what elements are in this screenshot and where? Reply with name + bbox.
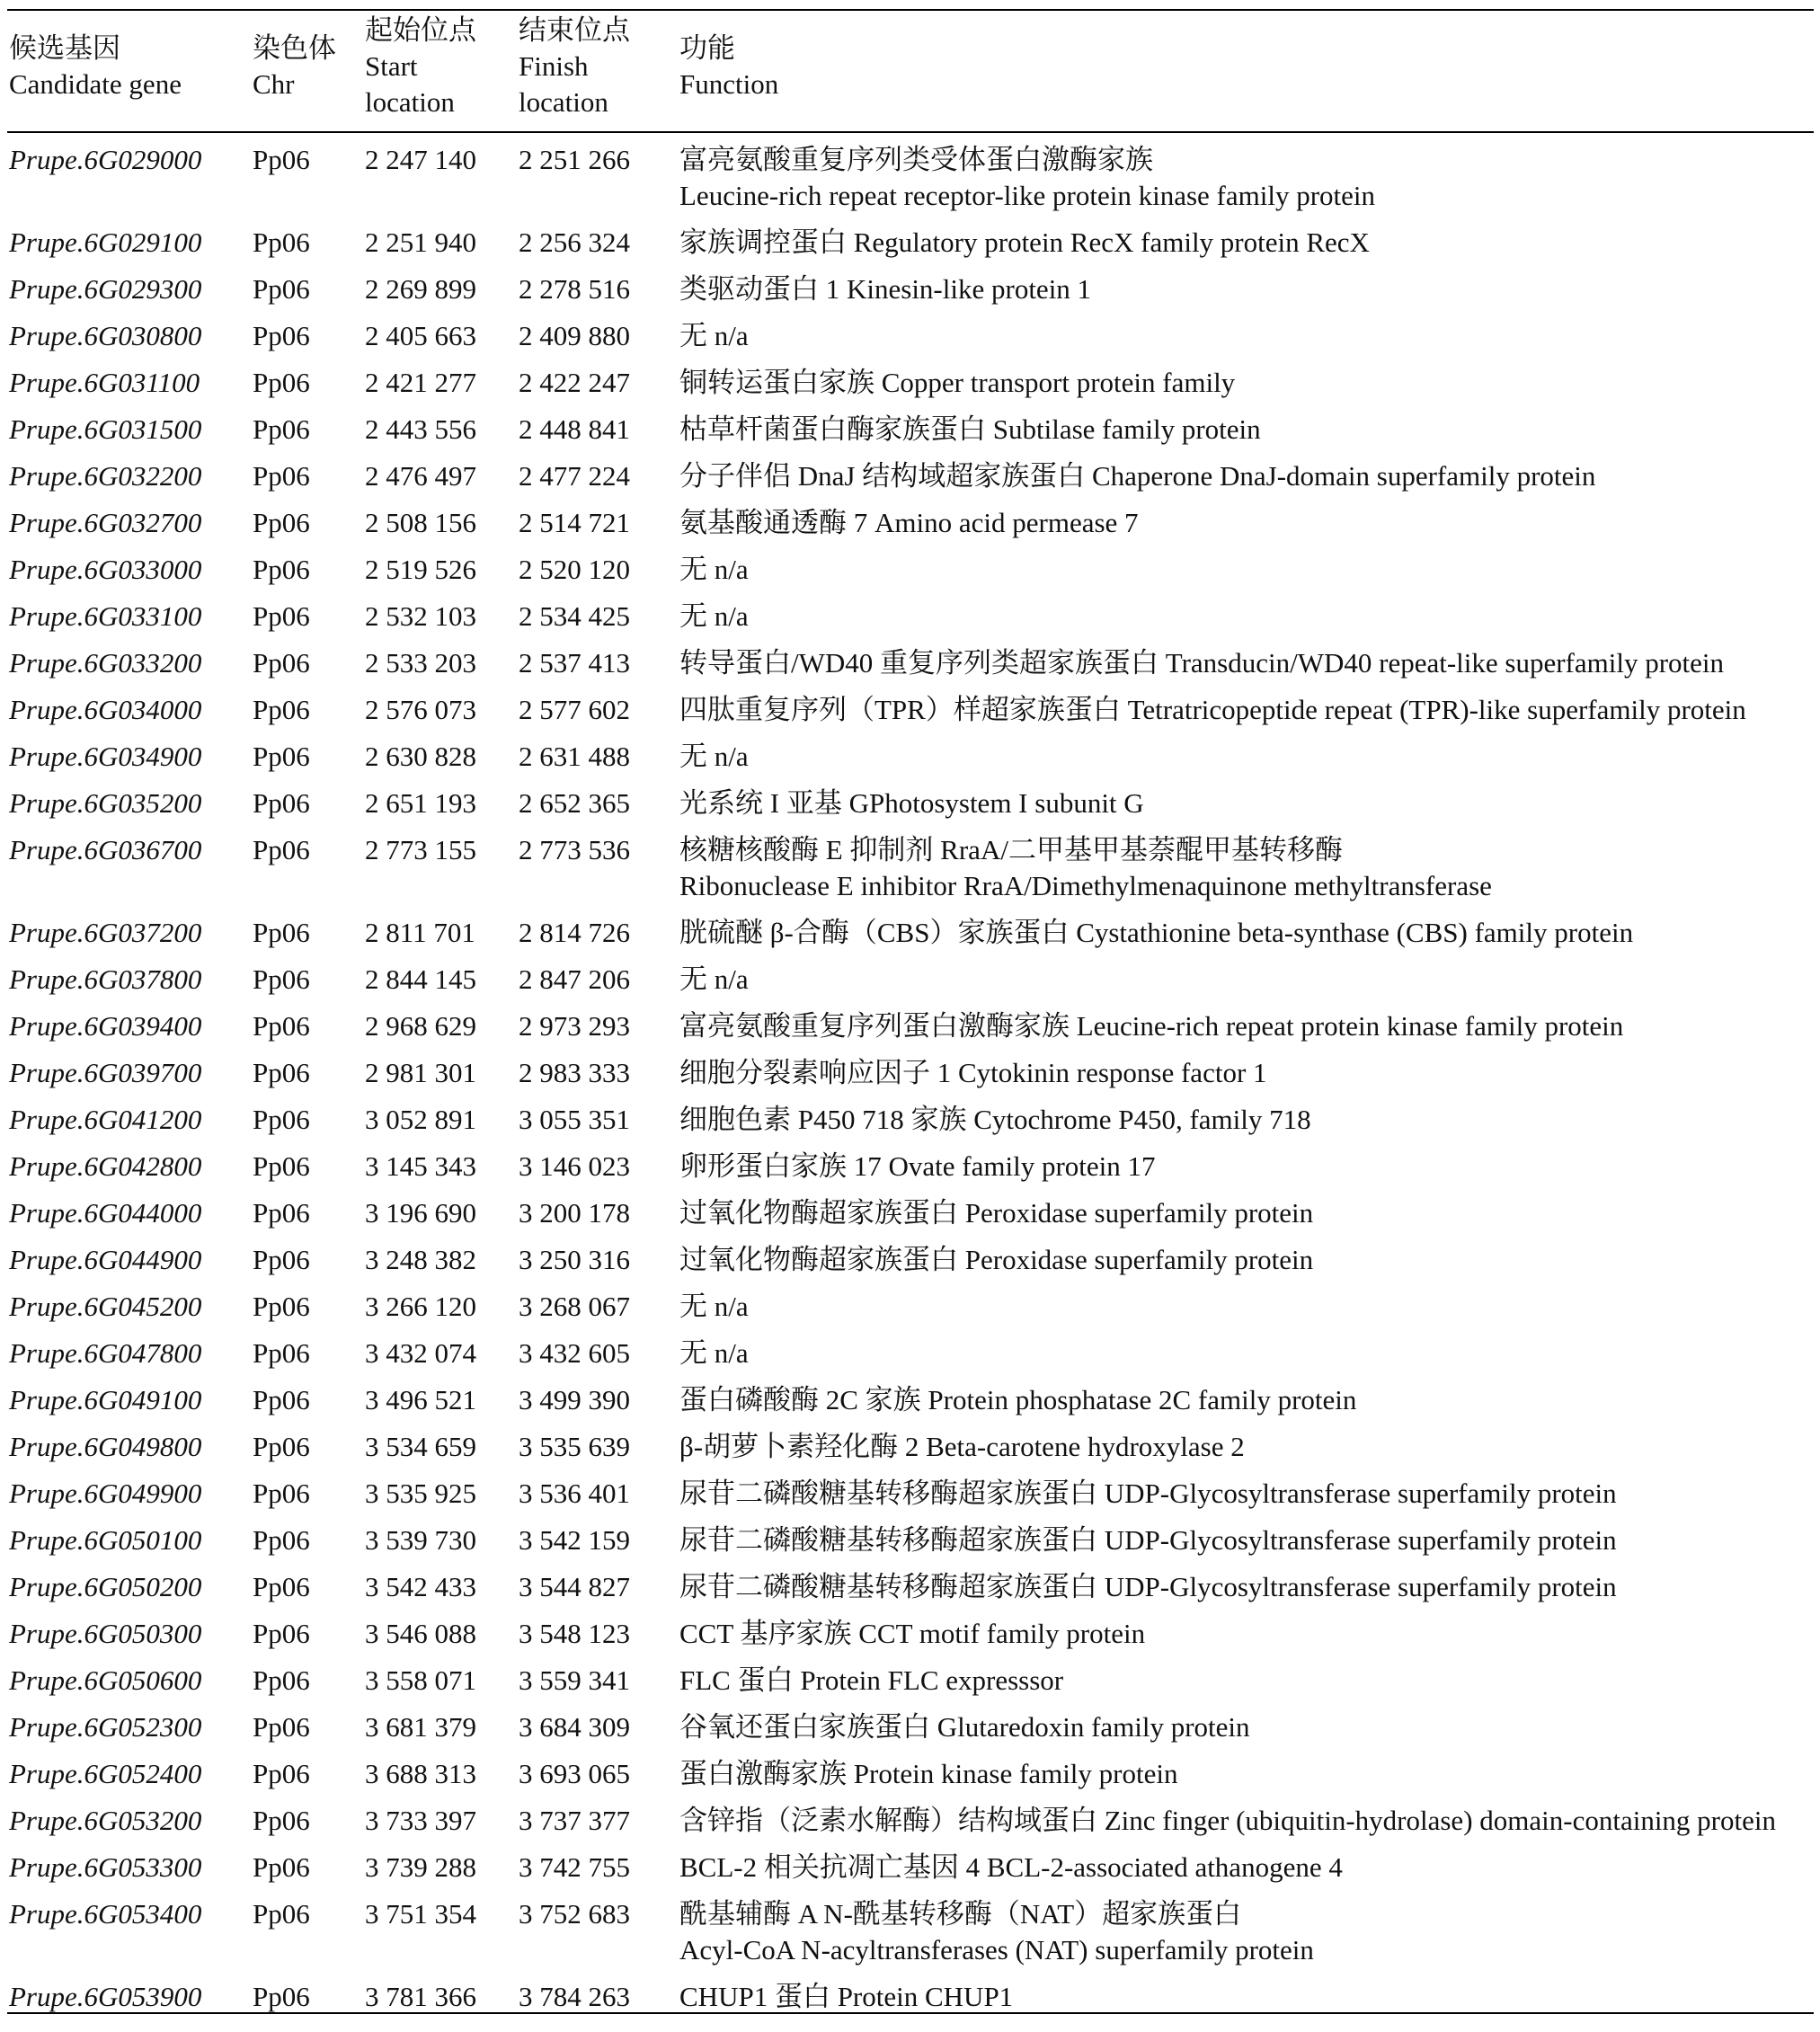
cell-start: 2 773 155: [365, 834, 476, 865]
cell-function: [679, 458, 1595, 494]
cell-chr: Pp06: [253, 834, 310, 865]
function-line: 无 n/a: [679, 1291, 749, 1322]
cell-chr: Pp06: [253, 1197, 310, 1229]
cell-gene: Prupe.6G050100: [9, 1524, 202, 1556]
cell-finish: 2 973 293: [519, 1010, 630, 1042]
cell-chr: Pp06: [253, 1431, 310, 1462]
cell-start: 2 476 497: [365, 460, 476, 492]
cell-chr: Pp06: [253, 694, 310, 725]
cell-start: 2 651 193: [365, 787, 476, 819]
cell-function: [679, 599, 749, 634]
cell-function: [679, 1195, 1313, 1231]
cell-finish: 3 499 390: [519, 1384, 630, 1415]
function-line: FLC 蛋白 Protein FLC expresssor: [679, 1664, 1064, 1696]
cell-finish: 3 693 065: [519, 1758, 630, 1789]
function-line: 含锌指（泛素水解酶）结构域蛋白 Zinc finger (ubiquitin-hydrolase) domain-containing protein: [679, 1805, 1776, 1836]
cell-chr: Pp06: [253, 460, 310, 492]
cell-function: [679, 1055, 1267, 1091]
cell-function: [679, 1979, 1013, 2015]
cell-gene: Prupe.6G031500: [9, 413, 202, 445]
cell-finish: 3 250 316: [519, 1244, 630, 1275]
function-line: 尿苷二磷酸糖基转移酶超家族蛋白 UDP-Glycosyltransferase superfamily protein: [679, 1524, 1617, 1556]
cell-start: 2 533 203: [365, 647, 476, 679]
cell-gene: Prupe.6G050300: [9, 1618, 202, 1649]
cell-function: [679, 1709, 1250, 1745]
cell-finish: 2 409 880: [519, 320, 630, 351]
cell-function: [679, 505, 1139, 541]
cell-finish: 2 278 516: [519, 273, 630, 305]
cell-chr: Pp06: [253, 1010, 310, 1042]
function-line: 枯草杆菌蛋白酶家族蛋白 Subtilase family protein: [679, 413, 1261, 445]
cell-start: 3 196 690: [365, 1197, 476, 1229]
header-finish: [519, 13, 630, 120]
function-line: 无 n/a: [679, 1337, 749, 1369]
cell-finish: 2 983 333: [519, 1057, 630, 1088]
function-line: 光系统 I 亚基 GPhotosystem I subunit G: [679, 787, 1144, 819]
cell-gene: Prupe.6G033200: [9, 647, 202, 679]
cell-chr: Pp06: [253, 1618, 310, 1649]
cell-gene: Prupe.6G032700: [9, 507, 202, 538]
cell-finish: 2 814 726: [519, 917, 630, 948]
cell-function: [679, 1102, 1311, 1138]
cell-function: [679, 1850, 1343, 1886]
cell-chr: Pp06: [253, 1477, 310, 1509]
cell-function: [679, 552, 749, 588]
cell-start: 3 681 379: [365, 1711, 476, 1743]
cell-gene: Prupe.6G035200: [9, 787, 202, 819]
cell-gene: Prupe.6G049800: [9, 1431, 202, 1462]
cell-finish: 2 847 206: [519, 963, 630, 995]
function-line: 富亮氨酸重复序列蛋白激酶家族 Leucine-rich repeat protein kinase family protein: [679, 1010, 1624, 1042]
cell-start: 2 844 145: [365, 963, 476, 995]
cell-start: 3 539 730: [365, 1524, 476, 1556]
cell-finish: 2 514 721: [519, 507, 630, 538]
cell-function: [679, 832, 1492, 904]
cell-gene: Prupe.6G053200: [9, 1805, 202, 1836]
cell-start: 2 532 103: [365, 600, 476, 632]
cell-start: 3 496 521: [365, 1384, 476, 1415]
cell-chr: Pp06: [253, 1337, 310, 1369]
cell-function: [679, 1616, 1145, 1652]
cell-chr: Pp06: [253, 226, 310, 258]
header-candidate-gene: [9, 31, 182, 102]
cell-gene: Prupe.6G042800: [9, 1150, 202, 1182]
cell-chr: Pp06: [253, 1851, 310, 1883]
header-finish-zh: 结束位点: [519, 14, 630, 46]
header-chr-zh: 染色体: [253, 32, 336, 64]
cell-start: 2 811 701: [365, 917, 475, 948]
cell-start: 2 405 663: [365, 320, 476, 351]
cell-chr: Pp06: [253, 963, 310, 995]
header-gene-en: Candidate gene: [9, 68, 182, 100]
header-chr: [253, 31, 336, 102]
function-line: 尿苷二磷酸糖基转移酶超家族蛋白 UDP-Glycosyltransferase superfamily protein: [679, 1571, 1617, 1602]
function-line: β-胡萝卜素羟化酶 2 Beta-carotene hydroxylase 2: [679, 1431, 1245, 1462]
cell-gene: Prupe.6G044900: [9, 1244, 202, 1275]
function-line: 胱硫醚 β-合酶（CBS）家族蛋白 Cystathionine beta-synthase (CBS) family protein: [679, 917, 1634, 948]
cell-gene: Prupe.6G033000: [9, 554, 202, 585]
function-line: BCL-2 相关抗凋亡基因 4 BCL-2-associated athanogene 4: [679, 1851, 1343, 1883]
function-line: 卵形蛋白家族 17 Ovate family protein 17: [679, 1150, 1156, 1182]
cell-chr: Pp06: [253, 1150, 310, 1182]
cell-finish: 3 559 341: [519, 1664, 630, 1696]
cell-chr: Pp06: [253, 144, 310, 175]
cell-finish: 3 544 827: [519, 1571, 630, 1602]
cell-finish: 2 448 841: [519, 413, 630, 445]
cell-function: [679, 1896, 1314, 1968]
cell-function: [679, 318, 749, 354]
cell-function: [679, 785, 1144, 821]
cell-start: 2 443 556: [365, 413, 476, 445]
cell-start: 2 576 073: [365, 694, 476, 725]
header-start-zh: 起始位点: [365, 14, 476, 46]
cell-function: [679, 739, 749, 775]
cell-function: [679, 1289, 749, 1325]
cell-finish: 3 432 605: [519, 1337, 630, 1369]
cell-chr: Pp06: [253, 1805, 310, 1836]
cell-start: 3 542 433: [365, 1571, 476, 1602]
cell-function: [679, 225, 1370, 261]
cell-chr: Pp06: [253, 413, 310, 445]
cell-finish: 3 737 377: [519, 1805, 630, 1836]
cell-gene: Prupe.6G052400: [9, 1758, 202, 1789]
function-line: 家族调控蛋白 Regulatory protein RecX family protein RecX: [679, 226, 1370, 258]
cell-gene: Prupe.6G053900: [9, 1981, 202, 2012]
cell-start: 2 247 140: [365, 144, 476, 175]
cell-start: 3 688 313: [365, 1758, 476, 1789]
function-line: 氨基酸通透酶 7 Amino acid permease 7: [679, 507, 1139, 538]
cell-function: [679, 412, 1261, 448]
header-function-zh: 功能: [679, 32, 735, 64]
cell-gene: Prupe.6G029000: [9, 144, 202, 175]
cell-function: [679, 1522, 1617, 1558]
cell-finish: 3 742 755: [519, 1851, 630, 1883]
cell-finish: 2 534 425: [519, 600, 630, 632]
cell-chr: Pp06: [253, 273, 310, 305]
function-line: 转导蛋白/WD40 重复序列类超家族蛋白 Transducin/WD40 repeat-like superfamily protein: [679, 647, 1725, 679]
cell-finish: 2 422 247: [519, 367, 630, 398]
cell-start: 3 145 343: [365, 1150, 476, 1182]
cell-function: [679, 1756, 1177, 1792]
function-line: CCT 基序家族 CCT motif family protein: [679, 1618, 1146, 1649]
cell-start: 2 981 301: [365, 1057, 476, 1088]
cell-finish: 2 652 365: [519, 787, 630, 819]
cell-function: [679, 915, 1633, 951]
cell-function: [679, 645, 1724, 681]
function-line: 无 n/a: [679, 554, 749, 585]
cell-gene: Prupe.6G049900: [9, 1477, 202, 1509]
cell-chr: Pp06: [253, 647, 310, 679]
function-line: Leucine-rich repeat receptor-like protein kinase family protein: [679, 180, 1376, 211]
cell-finish: 3 752 683: [519, 1898, 630, 1930]
cell-chr: Pp06: [253, 320, 310, 351]
table-body: [7, 133, 1814, 2013]
cell-finish: 3 268 067: [519, 1291, 630, 1322]
function-line: 蛋白磷酸酶 2C 家族 Protein phosphatase 2C family protein: [679, 1384, 1357, 1415]
header-start-en: Start: [365, 50, 418, 82]
gene-table: [7, 9, 1814, 2013]
cell-gene: Prupe.6G033100: [9, 600, 202, 632]
cell-function: [679, 1803, 1776, 1839]
function-line: 无 n/a: [679, 320, 749, 351]
cell-chr: Pp06: [253, 600, 310, 632]
cell-gene: Prupe.6G034000: [9, 694, 202, 725]
cell-gene: Prupe.6G029100: [9, 226, 202, 258]
function-line: 核糖核酸酶 E 抑制剂 RraA/二甲基甲基萘醌甲基转移酶: [679, 834, 1343, 865]
cell-chr: Pp06: [253, 554, 310, 585]
cell-finish: 2 477 224: [519, 460, 630, 492]
header-function-en: Function: [679, 68, 779, 100]
function-line: 过氧化物酶超家族蛋白 Peroxidase superfamily protein: [679, 1197, 1314, 1229]
function-line: 类驱动蛋白 1 Kinesin-like protein 1: [679, 273, 1092, 305]
cell-function: [679, 1242, 1313, 1278]
function-line: 细胞分裂素响应因子 1 Cytokinin response factor 1: [679, 1057, 1267, 1088]
cell-function: [679, 1008, 1623, 1044]
cell-gene: Prupe.6G041200: [9, 1104, 202, 1135]
cell-start: 3 546 088: [365, 1618, 476, 1649]
cell-chr: Pp06: [253, 1244, 310, 1275]
cell-start: 2 519 526: [365, 554, 476, 585]
cell-function: [679, 1663, 1063, 1699]
cell-chr: Pp06: [253, 1291, 310, 1322]
cell-gene: Prupe.6G037200: [9, 917, 202, 948]
function-line: 无 n/a: [679, 963, 749, 995]
cell-gene: Prupe.6G037800: [9, 963, 202, 995]
cell-chr: Pp06: [253, 1384, 310, 1415]
cell-start: 2 421 277: [365, 367, 476, 398]
cell-finish: 2 773 536: [519, 834, 630, 865]
cell-finish: 3 200 178: [519, 1197, 630, 1229]
function-line: 尿苷二磷酸糖基转移酶超家族蛋白 UDP-Glycosyltransferase superfamily protein: [679, 1477, 1617, 1509]
cell-start: 3 558 071: [365, 1664, 476, 1696]
function-line: 富亮氨酸重复序列类受体蛋白激酶家族: [679, 144, 1153, 175]
cell-start: 3 739 288: [365, 1851, 476, 1883]
cell-chr: Pp06: [253, 1711, 310, 1743]
cell-function: [679, 142, 1375, 214]
cell-chr: Pp06: [253, 917, 310, 948]
cell-gene: Prupe.6G050600: [9, 1664, 202, 1696]
cell-function: [679, 1335, 749, 1371]
cell-chr: Pp06: [253, 1524, 310, 1556]
cell-start: 2 630 828: [365, 741, 476, 772]
header-finish-en: Finish: [519, 50, 589, 82]
cell-gene: Prupe.6G053400: [9, 1898, 202, 1930]
function-line: 细胞色素 P450 718 家族 Cytochrome P450, family 718: [679, 1104, 1311, 1135]
cell-finish: 2 577 602: [519, 694, 630, 725]
function-line: Ribonuclease E inhibitor RraA/Dimethylmenaquinone methyltransferase: [679, 870, 1492, 901]
cell-gene: Prupe.6G039400: [9, 1010, 202, 1042]
table-bottom-rule: [7, 2012, 1814, 2014]
cell-start: 2 251 940: [365, 226, 476, 258]
function-line: 铜转运蛋白家族 Copper transport protein family: [679, 367, 1236, 398]
cell-finish: 2 256 324: [519, 226, 630, 258]
function-line: CHUP1 蛋白 Protein CHUP1: [679, 1981, 1014, 2012]
cell-function: [679, 1476, 1617, 1512]
function-line: 过氧化物酶超家族蛋白 Peroxidase superfamily protein: [679, 1244, 1314, 1275]
cell-finish: 3 055 351: [519, 1104, 630, 1135]
cell-start: 3 266 120: [365, 1291, 476, 1322]
cell-gene: Prupe.6G047800: [9, 1337, 202, 1369]
cell-start: 3 535 925: [365, 1477, 476, 1509]
function-line: 分子伴侣 DnaJ 结构域超家族蛋白 Chaperone DnaJ-domain superfamily protein: [679, 460, 1596, 492]
cell-finish: 2 631 488: [519, 741, 630, 772]
cell-finish: 3 536 401: [519, 1477, 630, 1509]
cell-gene: Prupe.6G032200: [9, 460, 202, 492]
cell-finish: 3 146 023: [519, 1150, 630, 1182]
cell-function: [679, 365, 1235, 401]
function-line: 无 n/a: [679, 741, 749, 772]
cell-gene: Prupe.6G030800: [9, 320, 202, 351]
cell-chr: Pp06: [253, 741, 310, 772]
cell-gene: Prupe.6G031100: [9, 367, 200, 398]
header-gene-zh: 候选基因: [9, 32, 120, 64]
function-line: 四肽重复序列（TPR）样超家族蛋白 Tetratricopeptide repeat (TPR)-like superfamily protein: [679, 694, 1746, 725]
cell-finish: 3 542 159: [519, 1524, 630, 1556]
cell-gene: Prupe.6G053300: [9, 1851, 202, 1883]
cell-start: 3 751 354: [365, 1898, 476, 1930]
cell-gene: Prupe.6G034900: [9, 741, 202, 772]
cell-gene: Prupe.6G036700: [9, 834, 202, 865]
cell-gene: Prupe.6G045200: [9, 1291, 202, 1322]
cell-finish: 3 684 309: [519, 1711, 630, 1743]
cell-finish: 2 537 413: [519, 647, 630, 679]
cell-chr: Pp06: [253, 1981, 310, 2012]
cell-start: 2 968 629: [365, 1010, 476, 1042]
cell-gene: Prupe.6G029300: [9, 273, 202, 305]
function-line: Acyl-CoA N-acyltransferases (NAT) superfamily protein: [679, 1934, 1314, 1965]
cell-function: [679, 692, 1746, 728]
header-finish-en-2: location: [519, 86, 608, 118]
cell-function: [679, 1429, 1245, 1465]
header-start-en-2: location: [365, 86, 455, 118]
header-chr-en: Chr: [253, 68, 295, 100]
cell-start: 2 508 156: [365, 507, 476, 538]
header-start: [365, 13, 476, 120]
function-line: 酰基辅酶 A N-酰基转移酶（NAT）超家族蛋白: [679, 1898, 1242, 1930]
cell-start: 3 534 659: [365, 1431, 476, 1462]
cell-function: [679, 1382, 1356, 1418]
function-line: 蛋白激酶家族 Protein kinase family protein: [679, 1758, 1178, 1789]
cell-function: [679, 1149, 1156, 1185]
cell-start: 2 269 899: [365, 273, 476, 305]
cell-chr: Pp06: [253, 1104, 310, 1135]
cell-gene: Prupe.6G044000: [9, 1197, 202, 1229]
cell-chr: Pp06: [253, 367, 310, 398]
cell-chr: Pp06: [253, 1057, 310, 1088]
cell-finish: 3 535 639: [519, 1431, 630, 1462]
cell-finish: 2 251 266: [519, 144, 630, 175]
header-function: [679, 31, 778, 102]
cell-function: [679, 1569, 1617, 1605]
cell-finish: 3 784 263: [519, 1981, 630, 2012]
cell-start: 3 733 397: [365, 1805, 476, 1836]
cell-start: 3 432 074: [365, 1337, 476, 1369]
function-line: 谷氧还蛋白家族蛋白 Glutaredoxin family protein: [679, 1711, 1250, 1743]
cell-chr: Pp06: [253, 1664, 310, 1696]
cell-gene: Prupe.6G039700: [9, 1057, 202, 1088]
cell-chr: Pp06: [253, 787, 310, 819]
cell-chr: Pp06: [253, 507, 310, 538]
cell-chr: Pp06: [253, 1898, 310, 1930]
cell-finish: 2 520 120: [519, 554, 630, 585]
cell-start: 3 052 891: [365, 1104, 476, 1135]
cell-start: 3 248 382: [365, 1244, 476, 1275]
cell-gene: Prupe.6G049100: [9, 1384, 202, 1415]
cell-gene: Prupe.6G052300: [9, 1711, 202, 1743]
cell-finish: 3 548 123: [519, 1618, 630, 1649]
cell-start: 3 781 366: [365, 1981, 476, 2012]
cell-function: [679, 271, 1091, 307]
cell-gene: Prupe.6G050200: [9, 1571, 202, 1602]
cell-chr: Pp06: [253, 1758, 310, 1789]
cell-chr: Pp06: [253, 1571, 310, 1602]
function-line: 无 n/a: [679, 600, 749, 632]
cell-function: [679, 962, 749, 998]
table-header: [7, 11, 1814, 133]
